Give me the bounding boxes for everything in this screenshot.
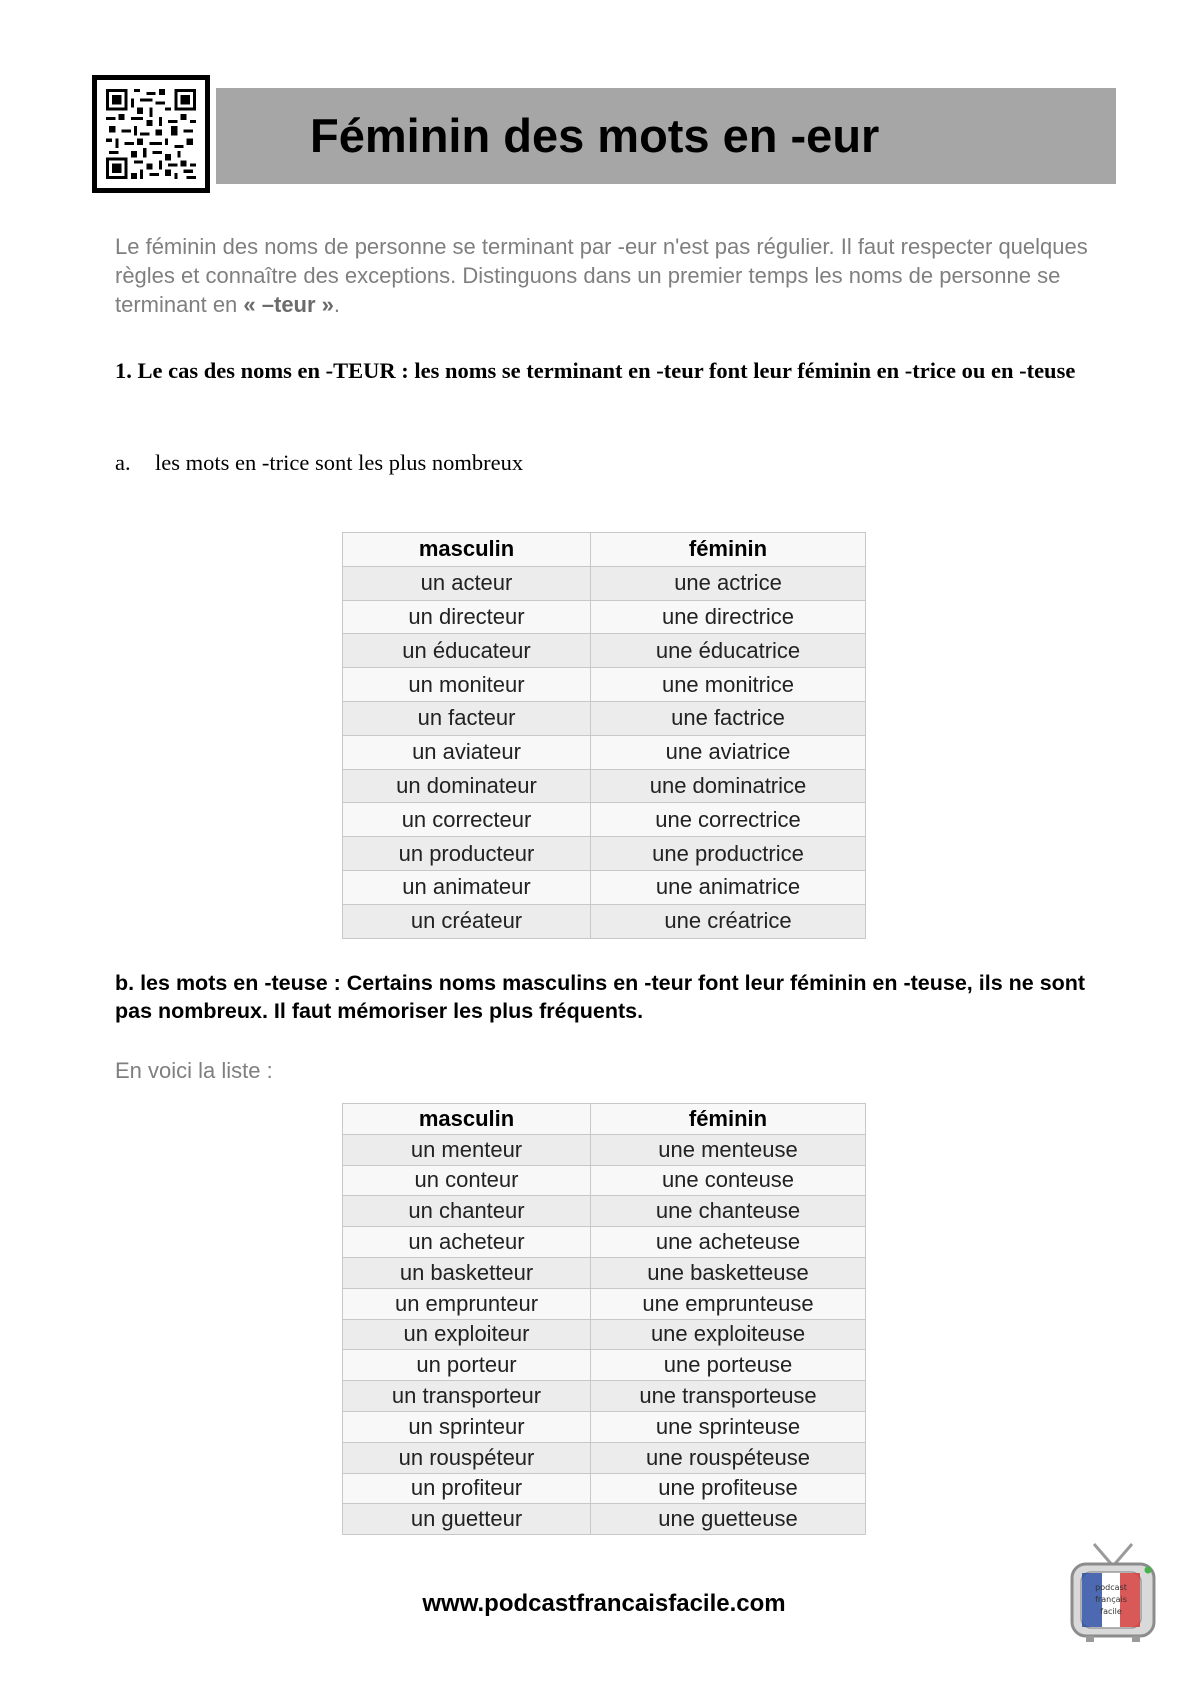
table-row — [343, 1504, 866, 1535]
cell-masculin: un créateur — [343, 904, 591, 938]
cell-masculin: un facteur — [343, 701, 591, 735]
table-row — [343, 837, 866, 871]
cell-feminin: une correctrice — [591, 803, 866, 837]
cell-masculin: un aviateur — [343, 735, 591, 769]
cell-masculin: un moniteur — [343, 668, 591, 702]
cell-masculin: un éducateur — [343, 634, 591, 668]
cell-masculin: un guetteur — [343, 1504, 591, 1535]
column-header-feminin: féminin — [591, 533, 866, 567]
table-row — [343, 1411, 866, 1442]
cell-feminin: une dominatrice — [591, 769, 866, 803]
cell-feminin: une profiteuse — [591, 1473, 866, 1504]
cell-masculin: un correcteur — [343, 803, 591, 837]
intro-end: . — [333, 292, 341, 317]
table-teuse — [342, 1103, 866, 1535]
cell-feminin: une factrice — [591, 701, 866, 735]
logo-text-2: français — [1095, 1595, 1127, 1604]
logo-text-1: podcast — [1095, 1583, 1127, 1592]
table-row — [343, 668, 866, 702]
table-row — [343, 1350, 866, 1381]
cell-masculin: un profiteur — [343, 1473, 591, 1504]
cell-masculin: un producteur — [343, 837, 591, 871]
cell-feminin: une emprunteuse — [591, 1288, 866, 1319]
cell-masculin: un acheteur — [343, 1227, 591, 1258]
cell-feminin: une transporteuse — [591, 1381, 866, 1412]
table-row — [343, 634, 866, 668]
cell-masculin: un acteur — [343, 566, 591, 600]
intro-text: Le féminin des noms de personne se terminant par -eur n'est pas régulier. Il faut respecter quelques règles et connaître des exceptions. Distinguons dans un premier temps les noms de personne se terminant en — [115, 234, 1088, 317]
cell-feminin: une actrice — [591, 566, 866, 600]
cell-feminin: une rouspéteuse — [591, 1442, 866, 1473]
column-header-masculin: masculin — [343, 1104, 591, 1135]
cell-masculin: un menteur — [343, 1134, 591, 1165]
cell-feminin: une monitrice — [591, 668, 866, 702]
column-header-feminin: féminin — [591, 1104, 866, 1135]
table-row — [343, 1257, 866, 1288]
cell-feminin: une productrice — [591, 837, 866, 871]
cell-feminin: une créatrice — [591, 904, 866, 938]
table-row — [343, 1134, 866, 1165]
table-row — [343, 600, 866, 634]
table-row — [343, 803, 866, 837]
table-row — [343, 870, 866, 904]
table-row — [343, 566, 866, 600]
table-row — [343, 701, 866, 735]
cell-feminin: une animatrice — [591, 870, 866, 904]
table-row — [343, 735, 866, 769]
cell-masculin: un basketteur — [343, 1257, 591, 1288]
section-a-heading — [115, 448, 523, 478]
page-title: Féminin des mots en -eur — [310, 109, 880, 162]
cell-feminin: une aviatrice — [591, 735, 866, 769]
cell-masculin: un exploiteur — [343, 1319, 591, 1350]
cell-masculin: un rouspéteur — [343, 1442, 591, 1473]
table-row — [343, 1196, 866, 1227]
cell-masculin: un sprinteur — [343, 1411, 591, 1442]
section-a-text: les mots en -trice sont les plus nombreux — [155, 450, 524, 475]
table-header-row — [343, 533, 866, 567]
cell-masculin: un porteur — [343, 1350, 591, 1381]
qr-code-icon — [106, 89, 196, 179]
cell-masculin: un directeur — [343, 600, 591, 634]
cell-masculin: un conteur — [343, 1165, 591, 1196]
list-intro: En voici la liste : — [115, 1058, 273, 1083]
table-row — [343, 1473, 866, 1504]
table-row — [343, 1165, 866, 1196]
cell-feminin: une acheteuse — [591, 1227, 866, 1258]
table-row — [343, 769, 866, 803]
cell-feminin: une basketteuse — [591, 1257, 866, 1288]
logo-text-3: facile — [1100, 1607, 1122, 1616]
table-header-row — [343, 1104, 866, 1135]
section-1-heading: 1. Le cas des noms en -TEUR : les noms se terminant en -teur font leur féminin en -trice ou en -teuse — [115, 358, 1076, 383]
cell-feminin: une sprinteuse — [591, 1411, 866, 1442]
cell-feminin: une exploiteuse — [591, 1319, 866, 1350]
table-row — [343, 1319, 866, 1350]
cell-feminin: une chanteuse — [591, 1196, 866, 1227]
cell-masculin: un emprunteur — [343, 1288, 591, 1319]
cell-feminin: une menteuse — [591, 1134, 866, 1165]
section-b-heading: b. les mots en -teuse : Certains noms masculins en -teur font leur féminin en -teuse, ils ne sont pas nombreux. Il faut mémoriser les plus fréquents. — [115, 971, 1086, 1023]
tv-logo-icon — [1068, 1538, 1158, 1648]
cell-masculin: un dominateur — [343, 769, 591, 803]
cell-feminin: une porteuse — [591, 1350, 866, 1381]
footer-url[interactable]: www.podcastfrancaisfacile.com — [422, 1590, 786, 1617]
table-row — [343, 1381, 866, 1412]
table-trice — [342, 532, 866, 939]
cell-feminin: une éducatrice — [591, 634, 866, 668]
section-a-marker: a. — [115, 450, 131, 475]
cell-masculin: un chanteur — [343, 1196, 591, 1227]
cell-feminin: une directrice — [591, 600, 866, 634]
cell-masculin: un animateur — [343, 870, 591, 904]
qr-code — [92, 75, 210, 193]
cell-feminin: une guetteuse — [591, 1504, 866, 1535]
table-row — [343, 1288, 866, 1319]
table-row — [343, 1442, 866, 1473]
intro-emphasis: « –teur » — [243, 292, 334, 317]
table-row — [343, 904, 866, 938]
cell-feminin: une conteuse — [591, 1165, 866, 1196]
table-row — [343, 1227, 866, 1258]
column-header-masculin: masculin — [343, 533, 591, 567]
cell-masculin: un transporteur — [343, 1381, 591, 1412]
intro-paragraph — [115, 232, 1105, 319]
